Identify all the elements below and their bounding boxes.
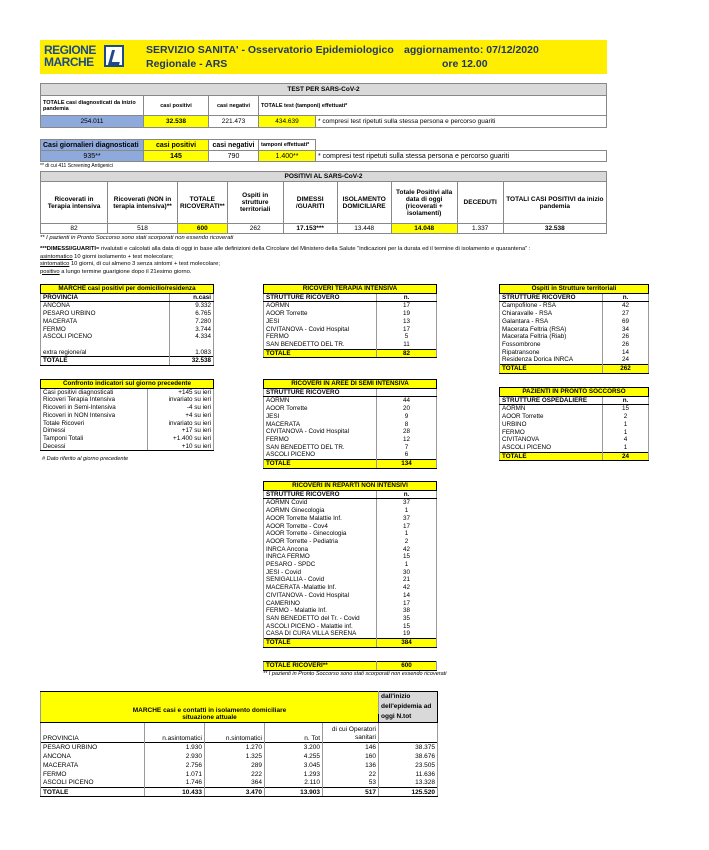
ps-h1: STRUTTURE OSPEDALIERE bbox=[500, 396, 603, 405]
pos-val-ti: 82 bbox=[41, 224, 108, 234]
tot-ricoveri-value: 600 bbox=[377, 662, 437, 671]
table-row bbox=[41, 341, 214, 349]
non-int-title: RICOVERI IN REPARTI NON INTENSIVI bbox=[264, 482, 437, 491]
table-row: FERMO 1 bbox=[500, 429, 649, 437]
semi-h1: STRUTTURE RICOVERO bbox=[264, 388, 377, 397]
table-row: CAMERINO 17 bbox=[264, 600, 437, 608]
table-row: AOOR Torrette - Ginecologia 1 bbox=[264, 530, 437, 538]
table-row: INRCA FERMO 15 bbox=[264, 553, 437, 561]
province-title: MARCHE casi positivi per domicilio/residenza bbox=[41, 285, 214, 294]
pos-val-totale-positivi: 14.048 bbox=[391, 224, 457, 234]
table-row: PESARO - SPDC 1 bbox=[264, 561, 437, 569]
table-row: URBINO 1 bbox=[500, 421, 649, 429]
pos-val-deceduti: 1.337 bbox=[457, 224, 503, 234]
ti-h2: n. bbox=[377, 293, 437, 302]
iso-h-oper: di cui Operatori sanitari bbox=[323, 723, 379, 743]
compare-footnote: # Dato riferito al giorno precedente bbox=[42, 456, 129, 462]
note-dimessi-text: = rivalutati e calcolati alla data di oggi in base alle definizioni della Circolare del Ministero della Salute "indicazioni per la durata ed il termine di isolamento e quarantena" : bbox=[96, 246, 531, 253]
non-int-h2: n. bbox=[377, 490, 437, 499]
table-row: Chiaravalle - RSA 27 bbox=[500, 310, 649, 318]
pos-col-ospiti: Ospiti in strutture territoriali bbox=[227, 182, 283, 224]
table-row: ASCOLI PICENO 1.746 364 2.110 53 13.328 bbox=[41, 779, 438, 788]
ospiti-h2: n. bbox=[603, 293, 649, 302]
table-row: ASCOLI PICENO 1 bbox=[500, 444, 649, 452]
daily-col-3: casi negativi bbox=[209, 140, 259, 151]
note-sint-text: 10 giorni, di cui almeno 3 senza sintomi + test molecolare; bbox=[69, 261, 220, 268]
tests-col-3: casi negativi bbox=[209, 96, 259, 116]
pos-col-totali-casi: TOTALI CASI POSITIVI da inizio pandemia bbox=[503, 182, 606, 224]
province-total-label: TOTALE bbox=[41, 357, 170, 366]
pos-val-non-ti: 518 bbox=[108, 224, 178, 234]
tot-ricoveri-table bbox=[263, 661, 437, 671]
province-h2: n.casi bbox=[170, 293, 214, 302]
pos-val-dimessi: 17.153*** bbox=[283, 224, 337, 234]
daily-cases: 935** bbox=[41, 151, 144, 162]
pos-val-totali-casi: 32.538 bbox=[503, 224, 606, 234]
daily-note: * compresi test ripetuti sulla stessa persona e percorso guariti bbox=[316, 151, 607, 162]
table-row: FERMO 5 bbox=[264, 333, 437, 341]
ti-total: 82 bbox=[377, 349, 437, 358]
table-row: Tamponi Totali +1.400 su ieri bbox=[41, 435, 214, 443]
table-row: MACERATA 8 bbox=[264, 421, 437, 429]
note-asint-text: 10 giorni isolamento + test molecolare; bbox=[72, 253, 174, 260]
ospiti-table bbox=[499, 284, 649, 374]
table-row: AOOR Torrette Malattie Inf. 37 bbox=[264, 515, 437, 523]
screening-footnote: ** di cui 411 Screening Antigenici bbox=[40, 163, 114, 169]
iso-h-sint: n.sintomatici bbox=[205, 723, 265, 743]
ospiti-total-label: TOTALE bbox=[500, 365, 603, 374]
table-row: extra regione/al 1.083 bbox=[41, 349, 214, 357]
compare-title: Confronto indicatori sul giorno precedente bbox=[41, 380, 214, 389]
tests-negative: 221.473 bbox=[209, 116, 259, 128]
positives-table bbox=[40, 171, 607, 234]
pos-val-ospiti: 262 bbox=[227, 224, 283, 234]
daily-tests: 1.400** bbox=[259, 151, 316, 162]
table-row: Ripatransone 14 bbox=[500, 349, 649, 357]
table-row: FERMO 3.744 bbox=[41, 326, 214, 334]
tests-note: * compresi test ripetuti sulla stessa persona e percorso guariti bbox=[316, 116, 607, 128]
note-positivo-text: a lungo termine guarigione dopo il 21esimo giorno. bbox=[59, 268, 192, 275]
semi-h2 bbox=[377, 388, 437, 397]
table-row: PESARO URBINO 1.930 1.270 3.200 146 38.375 bbox=[41, 743, 438, 752]
table-row: JESI 13 bbox=[264, 318, 437, 326]
tests-col-4: TOTALE test (tamponi) effettuati* bbox=[259, 96, 607, 116]
table-row: FERMO 1.071 222 1.293 22 11.636 bbox=[41, 770, 438, 779]
table-row: AOOR Torrette 20 bbox=[264, 405, 437, 413]
semi-total-label: TOTALE bbox=[264, 460, 377, 469]
table-row: PESARO URBINO 6.765 bbox=[41, 310, 214, 318]
table-row: FERMO 12 bbox=[264, 436, 437, 444]
ti-title: RICOVERI TERAPIA INTENSIVA bbox=[264, 285, 437, 294]
pos-col-dimessi: DIMESSI /GUARITI bbox=[283, 182, 337, 224]
note-positivo-label: positivo bbox=[40, 268, 60, 275]
header-title-2: Regionale - ARS bbox=[146, 58, 228, 70]
table-row: CIVITANOVA - Covid Hospital 28 bbox=[264, 428, 437, 436]
table-row: MACERATA 7.280 bbox=[41, 318, 214, 326]
logo-mark-icon bbox=[104, 45, 124, 67]
semi-table bbox=[263, 379, 437, 469]
ti-total-label: TOTALE bbox=[264, 349, 377, 358]
province-total: 32.538 bbox=[170, 357, 214, 366]
non-int-h1: STRUTTURE RICOVERO bbox=[264, 490, 377, 499]
daily-table bbox=[40, 139, 607, 162]
table-row: CIVITANOVA - Covid Hospital 14 bbox=[264, 592, 437, 600]
table-row: AORMN 44 bbox=[264, 397, 437, 405]
iso-total-row: TOTALE 10.433 3.470 13.903 517 125.520 bbox=[41, 788, 438, 797]
ospiti-title: Ospiti in Strutture territoriali bbox=[500, 285, 649, 294]
pos-col-non-ti: Ricoverati (NON in terapia intensiva)** bbox=[108, 182, 178, 224]
table-row: AOOR Torrette 2 bbox=[500, 413, 649, 421]
pos-col-tot-ric: TOTALE RICOVERATI** bbox=[178, 182, 228, 224]
pos-col-isolamento: ISOLAMENTO DOMICILIARE bbox=[337, 182, 391, 224]
tests-positive: 32.538 bbox=[144, 116, 209, 128]
positives-title: POSITIVI AL SARS-CoV-2 bbox=[41, 172, 607, 182]
note-pronto-soccorso: ** I pazienti in Pronto Soccorso sono stati scorporati non essendo ricoverati bbox=[40, 235, 234, 241]
table-row: ANCONA 2.930 1.325 4.255 160 38.676 bbox=[41, 752, 438, 761]
table-row: ASCOLI PICENO - Malattie inf. 15 bbox=[264, 623, 437, 631]
note-asint-label: asintomatico bbox=[40, 253, 73, 260]
table-row: Macerata Feltria (Riab) 26 bbox=[500, 333, 649, 341]
table-row: Galantara - RSA 69 bbox=[500, 318, 649, 326]
table-row: MACERATA 2.756 289 3.045 136 23.505 bbox=[41, 761, 438, 770]
table-row: Dimessi +17 su ieri bbox=[41, 427, 214, 435]
province-table bbox=[40, 284, 214, 366]
table-row: SAN BENEDETTO DEL TR. 11 bbox=[264, 341, 437, 349]
pos-col-ti: Ricoverati in Terapia intensiva bbox=[41, 182, 108, 224]
pos-col-deceduti: DECEDUTI bbox=[457, 182, 503, 224]
ti-table bbox=[263, 284, 437, 358]
non-int-table bbox=[263, 481, 437, 648]
iso-h-asint: n.asintomatici bbox=[145, 723, 205, 743]
notes-block bbox=[40, 235, 607, 276]
note-sint-label: sintomatico bbox=[40, 261, 70, 268]
semi-title: RICOVERI IN AREE DI SEMI INTENSIVA bbox=[264, 380, 437, 389]
ti-h1: STRUTTURE RICOVERO bbox=[264, 293, 377, 302]
table-row: AORMN 15 bbox=[500, 405, 649, 413]
table-row: ANCONA 9.332 bbox=[41, 302, 214, 310]
daily-col-2: casi positivi bbox=[144, 140, 209, 151]
table-row: Fossombrone 26 bbox=[500, 341, 649, 349]
non-int-total-label: TOTALE bbox=[264, 639, 377, 648]
tests-col-1: TOTALE casi diagnosticati da inizio pandemia bbox=[41, 96, 144, 116]
regione-marche-logo bbox=[44, 43, 124, 71]
table-row: CIVITANOVA - Covid Hospital 17 bbox=[264, 326, 437, 334]
daily-negative: 790 bbox=[209, 151, 259, 162]
iso-subtitle: situazione attuale bbox=[41, 714, 379, 723]
pos-col-totale-positivi: Totale Positivi alla data di oggi (ricoverati + isolamenti) bbox=[391, 182, 457, 224]
update-date: aggiornamento: 07/12/2020 bbox=[404, 44, 539, 56]
tests-col-2: casi positivi bbox=[144, 96, 209, 116]
daily-positive: 145 bbox=[144, 151, 209, 162]
pos-val-tot-ric: 600 bbox=[178, 224, 228, 234]
ps-total-label: TOTALE bbox=[500, 452, 603, 461]
note-dimessi-label: ***DIMESSI/GUARITI bbox=[40, 246, 97, 253]
daily-col-1: Casi giornalieri diagnosticati bbox=[41, 140, 144, 151]
table-row: Casi positivi diagnosticati +145 su ieri bbox=[41, 388, 214, 396]
table-row: FERMO - Malattie Inf. 38 bbox=[264, 607, 437, 615]
ps-table bbox=[499, 387, 649, 461]
table-row: AOOR Torrette 19 bbox=[264, 310, 437, 318]
ps-title: PAZIENTI IN PRONTO SOCCORSO bbox=[500, 388, 649, 397]
logo-text-2: MARCHE bbox=[44, 55, 94, 69]
table-row: ASCOLI PICENO 6 bbox=[264, 451, 437, 459]
table-row: CASA DI CURA VILLA SERENA 19 bbox=[264, 630, 437, 638]
tests-total-cases: 254.011 bbox=[41, 116, 144, 128]
table-row: CIVITANOVA 4 bbox=[500, 436, 649, 444]
semi-total: 134 bbox=[377, 460, 437, 469]
non-int-total: 384 bbox=[377, 639, 437, 648]
table-row: ASCOLI PICENO 4.334 bbox=[41, 333, 214, 341]
table-row: AORMN Covid 37 bbox=[264, 499, 437, 507]
table-row: Macerata Feltria (RSA) 34 bbox=[500, 326, 649, 334]
iso-title: MARCHE casi e contatti in isolamento domiciliare bbox=[41, 692, 379, 714]
ps-h2: n. bbox=[603, 396, 649, 405]
tests-total-tests: 434.639 bbox=[259, 116, 316, 128]
table-row: JESI 9 bbox=[264, 413, 437, 421]
table-row: Campofilone - RSA 42 bbox=[500, 302, 649, 310]
table-row: Ricoveri Terapia Intensiva invariato su ieri bbox=[41, 396, 214, 404]
table-row: Decessi +10 su ieri bbox=[41, 443, 214, 451]
tests-title: TEST PER SARS-CoV-2 bbox=[41, 84, 607, 96]
table-row: MACERATA -Malattie Inf. 42 bbox=[264, 584, 437, 592]
isolation-table bbox=[40, 691, 438, 797]
compare-table bbox=[40, 379, 214, 451]
pos-val-isolamento: 13.448 bbox=[337, 224, 391, 234]
province-h1: PROVINCIA bbox=[41, 293, 170, 302]
iso-h-tot: n. Tot bbox=[265, 723, 323, 743]
iso-h-prov: PROVINCIA bbox=[41, 723, 145, 743]
ospiti-total: 262 bbox=[603, 365, 649, 374]
table-row: INRCA Ancona 42 bbox=[264, 546, 437, 554]
iso-right-title: dall'inizio dell'epidemia ad oggi N.tot bbox=[379, 692, 438, 723]
table-row: Ricoveri in Semi-Intensiva -4 su ieri bbox=[41, 404, 214, 412]
daily-col-4: tamponi effettuati* bbox=[259, 140, 316, 151]
table-row: AORMN Ginecologia 1 bbox=[264, 507, 437, 515]
tot-ricoveri-label: TOTALE RICOVERI** bbox=[264, 662, 377, 671]
table-row: SAN BENEDETTO DEL TR. 7 bbox=[264, 444, 437, 452]
table-row: JESI - Covid 30 bbox=[264, 569, 437, 577]
tot-ricoveri-note: ** I pazienti in Pronto Soccorso sono stati scorporati non essendo ricoverati bbox=[263, 671, 447, 677]
ps-total: 24 bbox=[603, 452, 649, 461]
table-row: AOOR Torrette - Cov4 17 bbox=[264, 523, 437, 531]
table-row: SENIGALLIA - Covid 21 bbox=[264, 576, 437, 584]
ospiti-h1: STRUTTURE RICOVERO bbox=[500, 293, 603, 302]
tests-table bbox=[40, 83, 607, 128]
table-row: Residenza Dorica INRCA 24 bbox=[500, 356, 649, 364]
table-row: SAN BENEDETTO del Tr. - Covid 35 bbox=[264, 615, 437, 623]
table-row: AORMN 17 bbox=[264, 302, 437, 310]
table-row: Totale Ricoveri invariato su ieri bbox=[41, 420, 214, 428]
update-time: ore 12.00 bbox=[442, 58, 488, 70]
logo-text-1: REGIONE bbox=[44, 43, 96, 57]
header-title-1: SERVIZIO SANITA' - Osservatorio Epidemiologico bbox=[146, 44, 394, 56]
table-row: Ricoveri in NON Intensiva +4 su ieri bbox=[41, 412, 214, 420]
table-row: AOOR Torrette - Pediatria 2 bbox=[264, 538, 437, 546]
